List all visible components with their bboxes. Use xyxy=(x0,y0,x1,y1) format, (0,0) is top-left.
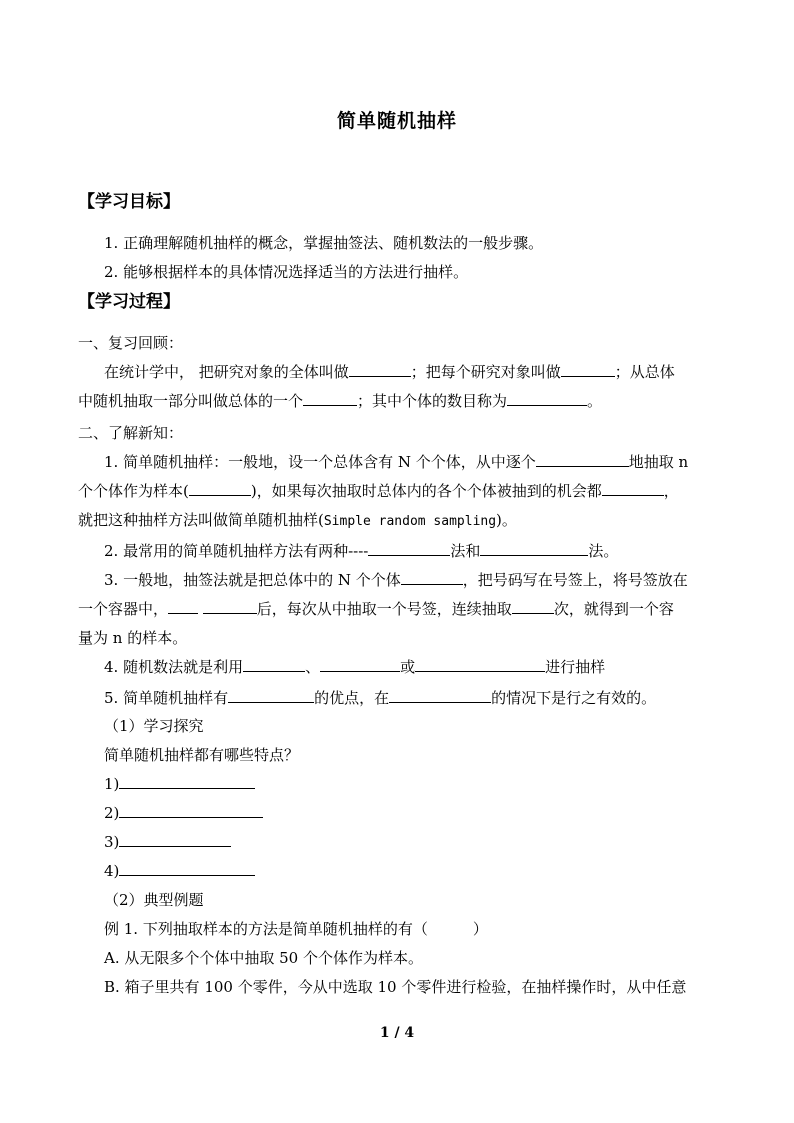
item2-line: 2. 最常用的简单随机抽样方法有两种---- 法和 法。 xyxy=(104,542,619,560)
feature-1: 1) xyxy=(104,774,255,794)
item1-line-3: 就把这种抽样方法叫做简单随机抽样(Simple random sampling)。 xyxy=(78,511,517,529)
review-line-1: 在统计学中， 把研究对象的全体叫做 ；把每个研究对象叫做 ；从总体 xyxy=(104,363,675,381)
explore-question: 简单随机抽样都有哪些特点？ xyxy=(104,746,300,764)
explore-heading: （1）学习探究 xyxy=(104,717,204,735)
objective-1: 1. 正确理解随机抽样的概念，掌握抽签法、随机数法的一般步骤。 xyxy=(104,234,544,252)
section-heading-objectives: 【学习目标】 xyxy=(78,192,180,212)
blank-mix-2 xyxy=(203,599,257,614)
item4-line: 4. 随机数法就是利用 、 或 进行抽样 xyxy=(104,658,606,676)
example1-option-b: B. 箱子里共有 100 个零件，今从中选取 10 个零件进行检验，在抽样操作时，从中任意 xyxy=(104,978,687,996)
blank-population xyxy=(349,362,411,377)
blank-mix-1 xyxy=(168,599,198,614)
page-number: 1 / 4 xyxy=(379,1025,415,1041)
blank-tool-2 xyxy=(320,657,400,672)
example1-stem: 例 1. 下列抽取样本的方法是简单随机抽样的有（ ） xyxy=(104,920,488,938)
item1-line-2: 个个体作为样本( )，如果每次抽取时总体内的各个个体被抽到的机会都 ， xyxy=(78,482,679,500)
blank-feature-2 xyxy=(119,803,263,818)
blank-times xyxy=(512,599,554,614)
feature-4: 4) xyxy=(104,861,255,881)
objective-2: 2. 能够根据样本的具体情况选择适当的方法进行抽样。 xyxy=(104,263,469,281)
blank-tool-3 xyxy=(415,657,545,672)
blank-advantage xyxy=(228,688,314,703)
blank-numbering xyxy=(401,570,463,585)
item1-line-1: 1. 简单随机抽样：一般地，设一个总体含有 N 个个体，从中逐个 地抽取 n xyxy=(104,453,689,471)
feature-3: 3) xyxy=(104,832,231,852)
blank-draw-manner xyxy=(536,452,629,467)
blank-individual xyxy=(561,362,615,377)
blank-chance xyxy=(602,481,664,496)
blank-method-1 xyxy=(368,541,450,556)
blank-sample-type xyxy=(189,481,251,496)
review-line-2: 中随机抽取一部分叫做总体的一个 ；其中个体的数目称为 。 xyxy=(78,392,603,410)
item5-line: 5. 简单随机抽样有 的优点，在 的情况下是行之有效的。 xyxy=(104,689,657,707)
item3-line-1: 3. 一般地，抽签法就是把总体中的 N 个个体 ，把号码写在号签上，将号签放在 xyxy=(104,571,688,589)
example1-option-a: A. 从无限多个个体中抽取 50 个个体作为样本。 xyxy=(104,949,423,967)
blank-feature-4 xyxy=(119,861,255,876)
blank-feature-3 xyxy=(119,832,231,847)
blank-tool-1 xyxy=(243,657,305,672)
blank-sample xyxy=(303,391,357,406)
item3-line-3: 量为 n 的样本。 xyxy=(78,629,188,647)
blank-method-2 xyxy=(480,541,588,556)
blank-sample-size xyxy=(507,391,587,406)
section-heading-process: 【学习过程】 xyxy=(78,292,180,312)
blank-condition xyxy=(389,688,491,703)
item3-line-2: 一个容器中， 后，每次从中抽取一个号签，连续抽取 次，就得到一个容 xyxy=(78,600,674,618)
blank-feature-1 xyxy=(119,774,255,789)
examples-heading: （2）典型例题 xyxy=(104,891,204,909)
review-heading: 一、复习回顾： xyxy=(78,334,184,352)
new-knowledge-heading: 二、了解新知： xyxy=(78,424,184,442)
page-title: 简单随机抽样 xyxy=(336,110,457,132)
feature-2: 2) xyxy=(104,803,263,823)
